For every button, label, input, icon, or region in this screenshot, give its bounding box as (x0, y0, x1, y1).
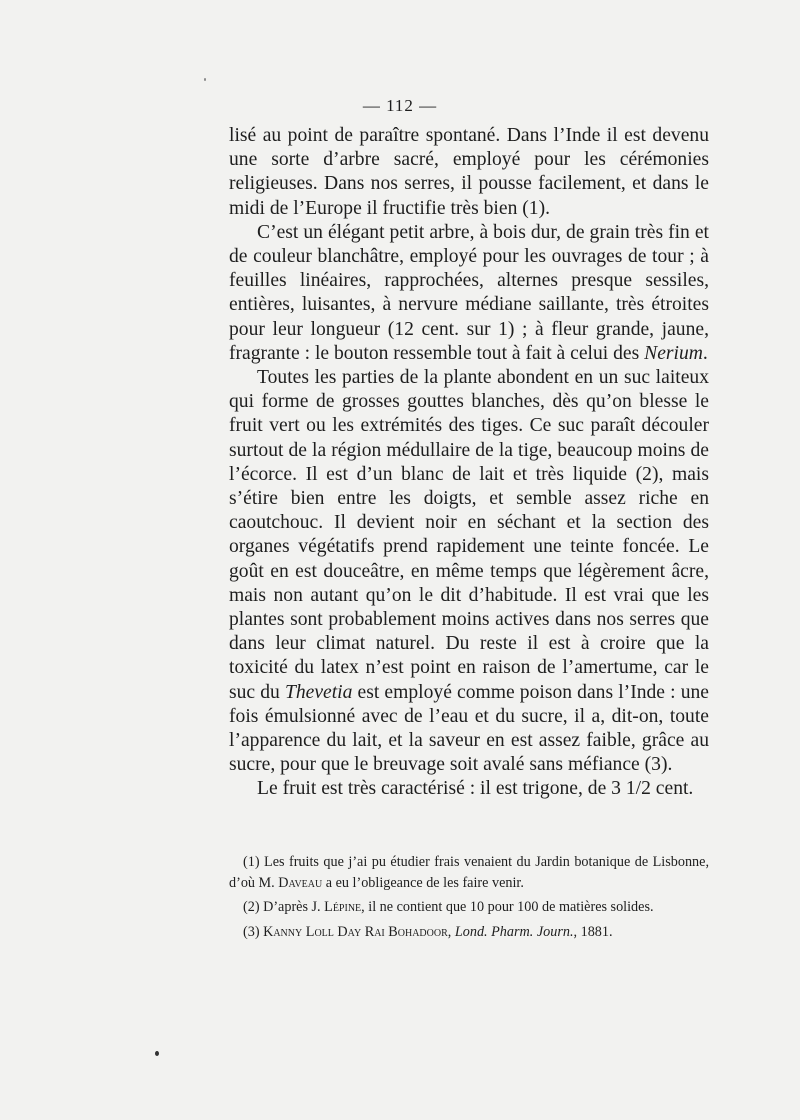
page-number: — 112 — (362, 96, 438, 115)
footnote-1 (229, 852, 709, 893)
paragraph-4-text: Le fruit est très caractérisé : il est trigone, de 3 1/2 cent. (257, 778, 694, 800)
footnote-1-end: a eu l’obligeance de les faire venir. (322, 874, 524, 891)
footnote-3-text: (3) (243, 923, 264, 940)
author-bohadoor: Kanny Loll Day Rai Bohadoor (263, 923, 448, 940)
author-lepine: Lépine (324, 899, 362, 915)
paragraph-2-end: . (702, 342, 708, 364)
paragraph-1-text: lisé au point de paraître spontané. Dans l’Inde il est devenu une sorte d’arbre sacré, employé pour les cérémonies religieuses. Dans nos serres, il pousse facilement, et dans le midi de l’Europe il fructifie très bien (1). (229, 125, 709, 219)
ink-speck (204, 78, 206, 81)
footnote-3 (229, 922, 709, 943)
footnote-2-end: , il ne contient que 10 pour 100 de matières solides. (361, 899, 654, 915)
footnote-3-end: , 1881. (573, 923, 613, 940)
footnotes (229, 852, 709, 946)
journal-title: Lond. Pharm. Journ. (454, 923, 574, 940)
paragraph-4 (229, 777, 709, 801)
author-daveau: Daveau (278, 874, 323, 891)
nerium-term: Nerium (644, 342, 703, 364)
paragraph-3 (229, 366, 709, 777)
paragraph-3-text: Toutes les parties de la plante abondent en un suc laiteux qui forme de grosses gouttes blanches, dès qu’on blesse le fruit vert ou les extrémités des tiges. Ce suc paraît découler surtout de la région médullaire de la tige, beaucoup moins de l’écorce. Il est d’un blanc de lait et très liquide (2), mais s’étire bien entre les doigts, et semble assez riche en caoutchouc. Il devient noir en séchant et la section des organes végétatifs prend rapidement une teinte foncée. Le goût en est douceâtre, en même temps que légèrement âcre, mais non autant qu’on le dit d’habitude. Il est vrai que les plantes sont probablement moins actives dans nos serres que dans leur climat naturel. Du reste il est à croire que la toxicité du latex n’est point en raison de l’amertume, car le suc du (229, 367, 709, 703)
body-text (229, 124, 709, 802)
paragraph-3-end: est employé comme poison dans l’Inde : une fois émulsionné avec de l’eau et du sucre, il a, dit-on, toute l’apparence du lait, et la saveur en est assez faible, grâce au sucre, pour que le breuvage soit avalé sans méfiance (3). (229, 681, 709, 776)
footnote-3-sep: , (447, 923, 455, 940)
ink-speck (155, 1051, 159, 1056)
paragraph-2-text: C’est un élégant petit arbre, à bois dur, de grain très fin et de couleur blanchâtre, employé pour les ouvrages de tour ; à feuilles linéaires, rapprochées, alternes presque sessiles, entières, luisantes, à nervure médiane saillante, très étroites pour leur longueur (12 cent. sur 1) ; à fleur grande, jaune, fragrante : le bouton ressemble tout à fait à celui des (229, 221, 709, 364)
paragraph-2 (229, 221, 709, 366)
footnote-1-text: (1) Les fruits que j’ai pu étudier frais venaient du Jardin botanique de Lisbonne, d’où M. (229, 854, 709, 891)
footnote-2 (229, 897, 709, 918)
footnote-2-text: (2) D’après J. (243, 899, 325, 915)
thevetia-term: Thevetia (284, 681, 353, 703)
paragraph-1 (229, 124, 709, 221)
